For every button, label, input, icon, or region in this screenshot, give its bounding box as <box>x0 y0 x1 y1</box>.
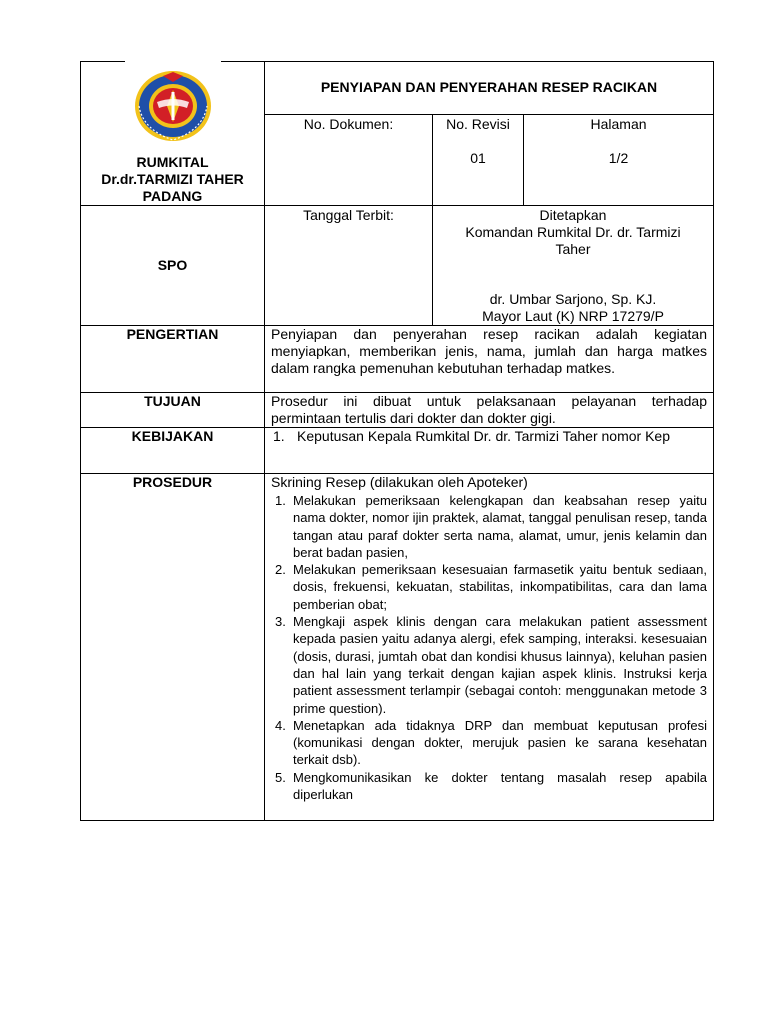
prosedur-cell <box>265 474 714 821</box>
kebijakan-cell <box>265 428 714 474</box>
prosedur-list <box>271 492 707 803</box>
list-item: 3. Mengkaji aspek klinis dengan cara melakukan patient assessment kepada pasien yaitu adanya alergi, efek samping, interaksi. kesesuaian (dosis, durasi, jumtah obat dan kondisi khusus lainnya), keluhan pasien dan hal lain yang terkait dengan kajian aspek klinis. Instruksi kerja patient assessment terlampir (sebagai contoh: menggunakan metode 3 prime question). <box>275 614 707 716</box>
spo-label: SPO <box>81 206 265 326</box>
revision-cell: No. Revisi 01 <box>433 115 524 206</box>
list-item: 4. Menetapkan ada tidaknya DRP dan membuat keputusan profesi (komunikasi dengan dokter, merujuk pasien ke sarana kesehatan terkait dsb). <box>275 717 707 768</box>
pengertian-label: PENGERTIAN <box>81 326 265 393</box>
kebijakan-list <box>271 428 707 445</box>
list-item: 1. Keputusan Kepala Rumkital Dr. dr. Tarmizi Taher nomor Kep <box>273 428 671 444</box>
hospital-emblem-logo <box>133 68 213 144</box>
list-item: 2. Melakukan pemeriksaan kesesuaian farmasetik yaitu bentuk sediaan, dosis, frekuensi, kekuatan, stabilitas, inkompatibilitas, cara dan lama pemberian obat; <box>275 562 707 612</box>
doc-number-cell: No. Dokumen: <box>265 115 433 206</box>
page-cell: Halaman 1/2 <box>524 115 714 206</box>
prosedur-heading: Skrining Resep (dilakukan oleh Apoteker) <box>271 474 528 490</box>
prosedur-label: PROSEDUR <box>81 474 265 821</box>
hospital-identity-cell <box>81 62 265 206</box>
approval-cell: Ditetapkan Komandan Rumkital Dr. dr. Tarmizi Taher dr. Umbar Sarjono, Sp. KJ. Mayor Laut (K) NRP 17279/P <box>433 206 714 326</box>
document-title: PENYIAPAN DAN PENYERAHAN RESEP RACIKAN <box>265 62 714 115</box>
issue-date-cell: Tanggal Terbit: <box>265 206 433 326</box>
pengertian-text: Penyiapan dan penyerahan resep racikan adalah kegiatan menyiapkan, memberikan jenis, nama, jumlah dan harga matkes dalam rangka pemenuhan kebutuhan terhadap matkes. <box>265 326 714 393</box>
tujuan-text: Prosedur ini dibuat untuk pelaksanaan pelayanan terhadap permintaan tertulis dari dokter dan dokter gigi. <box>265 393 714 428</box>
spo-document-table <box>80 61 714 821</box>
list-item: 1. Melakukan pemeriksaan kelengkapan dan keabsahan resep yaitu nama dokter, nomor ijin praktek, alamat, tanggal penulisan resep, tanda tangan atau paraf dokter serta nama, alamat, umur, jenis kelamin dan berat badan pasien, <box>275 493 707 560</box>
approver-rank: Mayor Laut (K) NRP 17279/P <box>482 308 664 324</box>
hospital-name: RUMKITAL Dr.dr.TARMIZI TAHER PADANG <box>101 154 244 204</box>
kebijakan-label: KEBIJAKAN <box>81 428 265 474</box>
tujuan-label: TUJUAN <box>81 393 265 428</box>
approver-name: dr. Umbar Sarjono, Sp. KJ. <box>489 291 657 307</box>
list-item: 5. Mengkomunikasikan ke dokter tentang masalah resep apabila diperlukan <box>275 769 707 803</box>
